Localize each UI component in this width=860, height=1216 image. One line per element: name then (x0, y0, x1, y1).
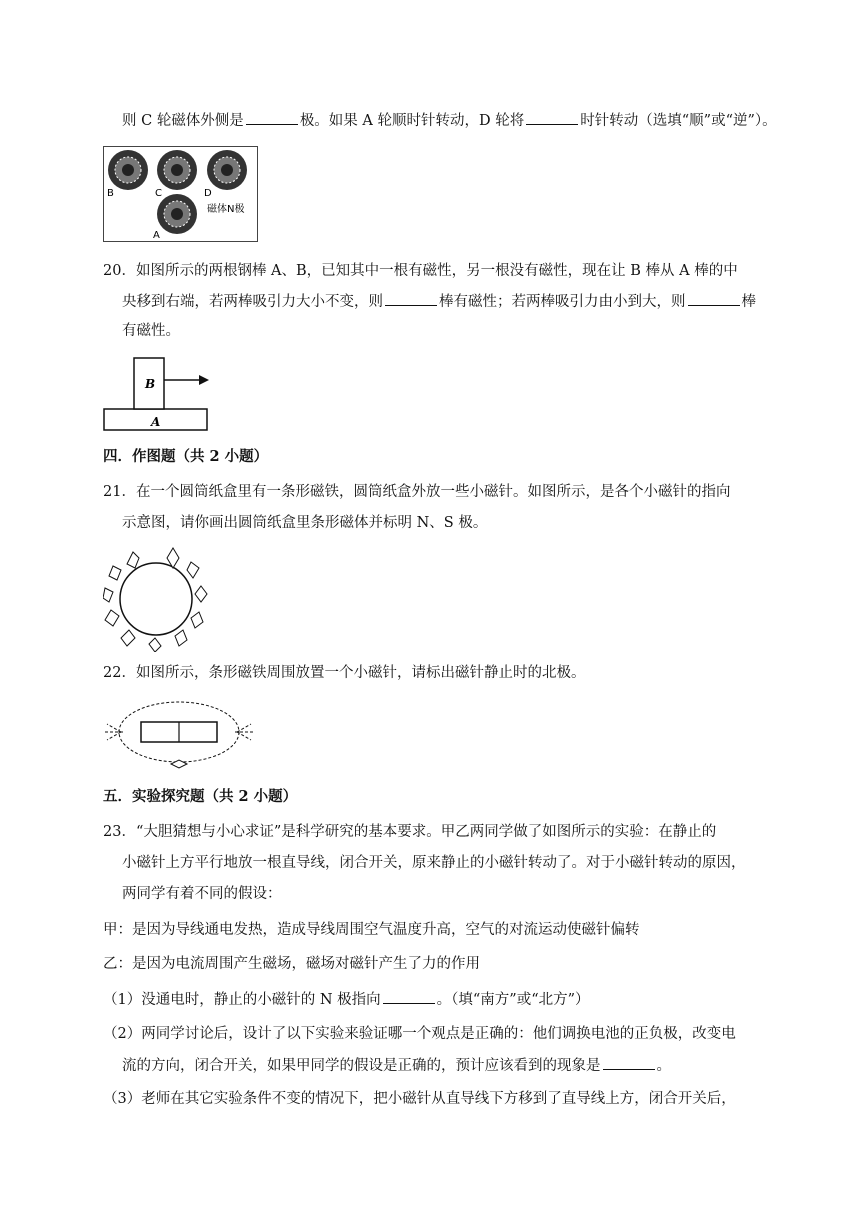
q20-bar-figure (103, 356, 211, 432)
q19-blank-1[interactable] (246, 110, 298, 125)
gear-d (207, 150, 247, 190)
small-compass-needle[interactable] (171, 760, 187, 768)
q22-magnet-figure (103, 694, 253, 770)
q22-line-1: 22．如图所示，条形磁铁周围放置一个小磁针，请标出磁针静止时的北极。 (103, 665, 586, 681)
q21-line-1: 21．在一个圆筒纸盒里有一条形磁铁，圆筒纸盒外放一些小磁针。如图所示，是各个小磁针的指向 (103, 484, 731, 500)
q23-p1-text-a: （1）没通电时，静止的小磁针的 N 极指向 (103, 992, 381, 1008)
q23-p2-text-c: 。 (656, 1058, 671, 1074)
paper-cylinder (120, 563, 192, 635)
gear-label-a: A (153, 230, 160, 241)
q20-line-3: 有磁性。 (122, 323, 180, 339)
section-4-heading: 四．作图题（共 2 小题） (103, 448, 269, 465)
q20-line-2 (122, 291, 756, 312)
q20-blank-1[interactable] (385, 291, 437, 306)
q23-p2-text-b: 流的方向，闭合开关，如果甲同学的假设是正确的，预计应该看到的现象是 (122, 1058, 601, 1074)
q20-text-c: 棒 (741, 294, 756, 310)
q23-line-2: 小磁针上方平行地放一根直导线，闭合开关，原来静止的小磁针转动了。对于小磁针转动的原因， (122, 855, 746, 871)
gear-label-d: D (204, 188, 212, 199)
q19-text-b: 极。如果 A 轮顺时针转动，D 轮将 (299, 113, 525, 129)
gear-label-c: C (155, 188, 162, 199)
q23-p1-text-b: 。（填“南方”或“北方”） (436, 992, 590, 1008)
q21-compass-figure (103, 544, 211, 652)
section-5-heading: 五．实验探究题（共 2 小题） (103, 788, 298, 805)
q23-part-2-line-2 (122, 1055, 671, 1076)
gear-a (157, 194, 197, 234)
gear-b (108, 150, 148, 190)
bar-label-a: A (151, 415, 161, 429)
q20-text-b: 棒有磁性；若两棒吸引力由小到大，则 (439, 294, 686, 310)
q21-line-2: 示意图，请你画出圆筒纸盒里条形磁体并标明 N、S 极。 (122, 515, 488, 531)
q19-text-a: 则 C 轮磁体外侧是 (122, 113, 244, 129)
q23-blank-1[interactable] (383, 989, 435, 1004)
q23-line-1: 23．“大胆猜想与小心求证”是科学研究的基本要求。甲乙两同学做了如图所示的实验：在静止的 (103, 824, 717, 840)
q23-hypothesis-jia: 甲：是因为导线通电发热，造成导线周围空气温度升高，空气的对流运动使磁针偏转 (103, 922, 640, 938)
bar-label-b: B (145, 377, 156, 391)
q23-part-2-line-1: （2）两同学讨论后，设计了以下实验来验证哪一个观点是正确的：他们调换电池的正负极，改变电 (103, 1026, 736, 1042)
q19-gear-figure (103, 146, 258, 242)
q20-line-1: 20．如图所示的两根钢棒 A、B，已知其中一根有磁性，另一根没有磁性，现在让 B 棒从 A 棒的中 (103, 263, 738, 279)
gear-c (157, 150, 197, 190)
q23-line-3: 两同学有着不同的假设： (122, 886, 282, 902)
q19-text-c: 时针转动（选填“顺”或“逆”）。 (580, 113, 777, 129)
q23-part-1 (103, 989, 590, 1010)
q23-part-3-line-1: （3）老师在其它实验条件不变的情况下，把小磁针从直导线下方移到了直导线上方，闭合开关后， (103, 1091, 736, 1107)
gear-label-b: B (107, 188, 114, 199)
magnet-n-label: 磁体N极 (207, 204, 245, 215)
q20-text-a: 央移到右端，若两棒吸引力大小不变，则 (122, 294, 383, 310)
q19-line (122, 110, 777, 131)
q20-blank-2[interactable] (688, 291, 740, 306)
q23-blank-2[interactable] (603, 1055, 655, 1070)
q19-blank-2[interactable] (526, 110, 578, 125)
q23-hypothesis-yi: 乙：是因为电流周围产生磁场，磁场对磁针产生了力的作用 (103, 956, 480, 972)
arrow-head (199, 375, 209, 385)
